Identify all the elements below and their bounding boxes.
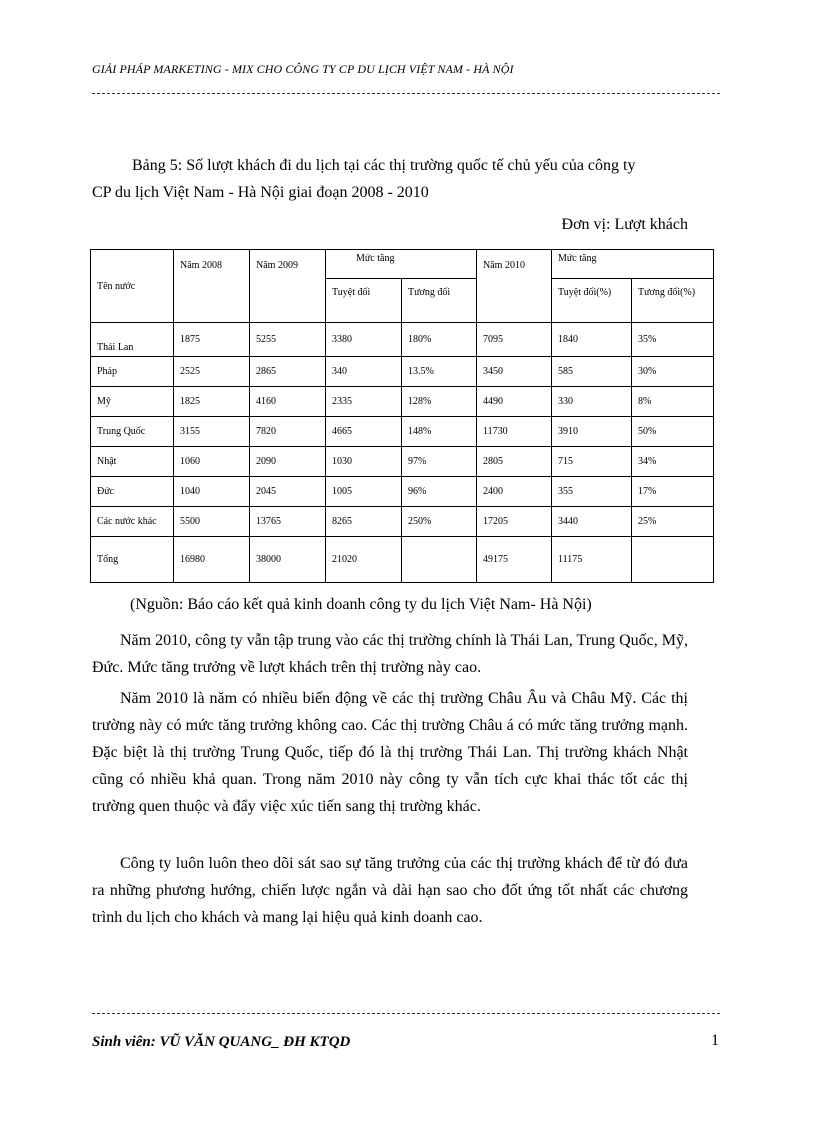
value-cell: 1040 [174, 477, 250, 507]
caption-line-2: CP du lịch Việt Nam - Hà Nội giai đoạn 2008 - 2010 [92, 184, 429, 201]
table-row [91, 357, 714, 387]
value-cell: 35% [632, 323, 714, 357]
value-cell: 16980 [174, 537, 250, 583]
value-cell: 13765 [250, 507, 326, 537]
value-cell: 3910 [552, 417, 632, 447]
value-cell: 7820 [250, 417, 326, 447]
value-cell: 715 [552, 447, 632, 477]
table-row [91, 447, 714, 477]
header-absolute-2010: Tuyệt đối(%) [552, 279, 632, 323]
header-growth-2010: Mức tăng [552, 250, 714, 279]
country-cell: Thái Lan [91, 323, 174, 357]
table-row [91, 477, 714, 507]
table-row [91, 507, 714, 537]
country-cell: Mỹ [91, 387, 174, 417]
header-country: Tên nước [91, 250, 174, 323]
country-cell: Tổng [91, 537, 174, 583]
page-header: GIẢI PHÁP MARKETING - MIX CHO CÔNG TY CP DU LỊCH VIỆT NAM - HÀ NỘI [92, 62, 514, 76]
value-cell: 2865 [250, 357, 326, 387]
value-cell: 4490 [477, 387, 552, 417]
paragraph-3: Công ty luôn luôn theo dõi sát sao sự tăng trưởng của các thị trường khách để từ đó đưa ra những phương hướng, chiến lược ngắn và dài hạn sao cho đốt ứng tốt nhất các chương trình du lịch cho khách và mang lại hiệu quả kinh doanh cao. [92, 855, 688, 926]
country-cell: Pháp [91, 357, 174, 387]
caption-line-1: Bảng 5: Số lượt khách đi du lịch tại các thị trường quốc tế chủ yếu của công ty [132, 157, 636, 174]
page-number: 1 [711, 1032, 719, 1049]
value-cell: 8% [632, 387, 714, 417]
value-cell: 330 [552, 387, 632, 417]
value-cell: 2045 [250, 477, 326, 507]
value-cell: 50% [632, 417, 714, 447]
value-cell: 3450 [477, 357, 552, 387]
value-cell: 49175 [477, 537, 552, 583]
country-cell: Nhật [91, 447, 174, 477]
table-body [91, 323, 714, 583]
header-relative-2009: Tương đối [402, 279, 477, 323]
value-cell: 11175 [552, 537, 632, 583]
value-cell: 1840 [552, 323, 632, 357]
value-cell: 13.5% [402, 357, 477, 387]
value-cell: 2335 [326, 387, 402, 417]
value-cell: 4665 [326, 417, 402, 447]
value-cell [632, 537, 714, 583]
value-cell: 11730 [477, 417, 552, 447]
value-cell: 1875 [174, 323, 250, 357]
footer-student: Sinh viên: VŨ VĂN QUANG_ ĐH KTQD [92, 1034, 351, 1050]
value-cell: 17% [632, 477, 714, 507]
value-cell: 17205 [477, 507, 552, 537]
header-year-2009: Năm 2009 [250, 250, 326, 323]
value-cell: 3440 [552, 507, 632, 537]
table-row [91, 417, 714, 447]
table-caption [92, 152, 718, 206]
value-cell: 21020 [326, 537, 402, 583]
table-row [91, 537, 714, 583]
paragraph-2: Năm 2010 là năm có nhiều biến động về các thị trường Châu Âu và Châu Mỹ. Các thị trường này có mức tăng trưởng không cao. Các thị trường Châu á có mức tăng trưởng mạnh. Đặc biệt là thị trường Trung Quốc, tiếp đó là thị trường Thái Lan. Thị trường khách Nhật cũng có nhiều khả quan. Trong năm 2010 này công ty vẫn tích cực khai thác tốt các thị trường quen thuộc và đẩy việc xúc tiến sang thị trường khác. [92, 690, 688, 815]
value-cell: 3155 [174, 417, 250, 447]
table-row [91, 387, 714, 417]
header-divider [92, 93, 720, 94]
value-cell: 97% [402, 447, 477, 477]
value-cell: 30% [632, 357, 714, 387]
country-cell: Đức [91, 477, 174, 507]
value-cell: 3380 [326, 323, 402, 357]
tourist-table [90, 249, 714, 583]
value-cell: 250% [402, 507, 477, 537]
table-row [91, 323, 714, 357]
value-cell: 4160 [250, 387, 326, 417]
value-cell: 25% [632, 507, 714, 537]
value-cell: 34% [632, 447, 714, 477]
value-cell: 8265 [326, 507, 402, 537]
value-cell: 340 [326, 357, 402, 387]
value-cell: 2525 [174, 357, 250, 387]
value-cell: 38000 [250, 537, 326, 583]
header-growth-2009: Mức tăng [326, 250, 477, 279]
value-cell: 96% [402, 477, 477, 507]
paragraph-1: Năm 2010, công ty vẫn tập trung vào các thị trường chính là Thái Lan, Trung Quốc, Mỹ, Đức. Mức tăng trưởng về lượt khách trên thị trường này cao. [92, 632, 688, 676]
header-relative-2010: Tương đối(%) [632, 279, 714, 323]
value-cell: 2090 [250, 447, 326, 477]
value-cell: 1825 [174, 387, 250, 417]
value-cell: 148% [402, 417, 477, 447]
value-cell [402, 537, 477, 583]
source-note: (Nguồn: Báo cáo kết quả kinh doanh công ty du lịch Việt Nam- Hà Nội) [130, 596, 592, 613]
value-cell: 128% [402, 387, 477, 417]
value-cell: 1005 [326, 477, 402, 507]
header-year-2008: Năm 2008 [174, 250, 250, 323]
value-cell: 5255 [250, 323, 326, 357]
value-cell: 355 [552, 477, 632, 507]
country-cell: Trung Quốc [91, 417, 174, 447]
unit-label: Đơn vị: Lượt khách [561, 216, 688, 233]
value-cell: 180% [402, 323, 477, 357]
value-cell: 585 [552, 357, 632, 387]
value-cell: 2400 [477, 477, 552, 507]
header-year-2010: Năm 2010 [477, 250, 552, 323]
value-cell: 2805 [477, 447, 552, 477]
value-cell: 1030 [326, 447, 402, 477]
value-cell: 5500 [174, 507, 250, 537]
value-cell: 7095 [477, 323, 552, 357]
value-cell: 1060 [174, 447, 250, 477]
footer-divider [92, 1013, 720, 1014]
country-cell: Các nước khác [91, 507, 174, 537]
header-absolute-2009: Tuyệt đối [326, 279, 402, 323]
